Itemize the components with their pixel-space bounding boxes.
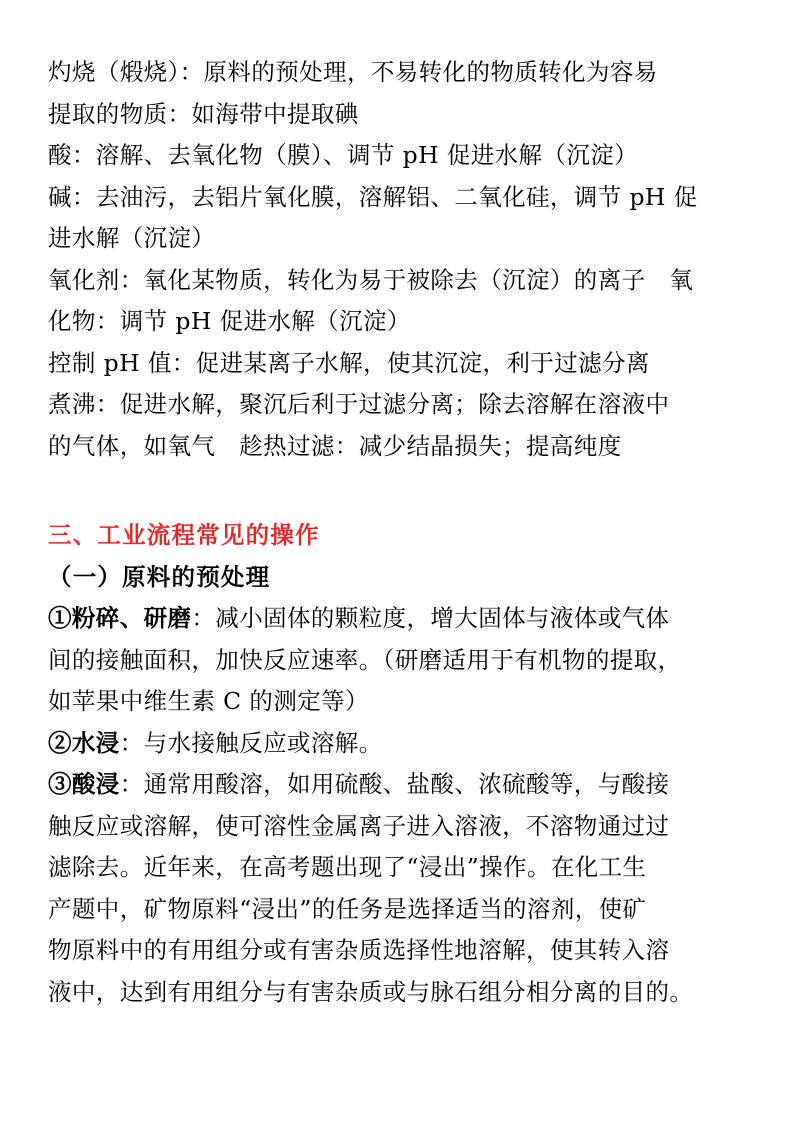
text-line: 提取的物质：如海带中提取碘: [48, 99, 359, 128]
crush-text: ：减小固体的颗粒度，增大固体与液体或气体: [191, 604, 670, 632]
section-heading: 三、工业流程常见的操作: [48, 521, 320, 549]
paragraph-gap: [48, 467, 748, 515]
text-line: 氧化剂：氧化某物质，转化为易于被除去（沉淀）的离子 氧: [48, 265, 694, 294]
text-line: 的气体，如氧气 趁热过滤：减少结晶损失；提高纯度: [48, 431, 622, 460]
acid-term: ③酸浸: [48, 770, 120, 798]
text-line: 间的接触面积，加快反应速率。（研磨适用于有机物的提取，: [48, 645, 682, 674]
text-line: 滤除去。近年来，在高考题出现了“浸出”操作。在化工生: [48, 853, 647, 881]
text-line: 灼烧（煅烧）：原料的预处理，不易转化的物质转化为容易: [48, 58, 658, 86]
text-line: 触反应或溶解，使可溶性金属离子进入溶液，不溶物通过过: [48, 811, 670, 840]
document-page: [48, 52, 748, 1013]
crush-item-line: [48, 598, 748, 640]
water-term: ②水浸: [48, 728, 120, 757]
text-line: 物原料中的有用组分或有害杂质选择性地溶解，使其转入溶: [48, 936, 670, 964]
text-line: 液中，达到有用组分与有害杂质或与脉石组分相分离的目的。: [48, 977, 694, 1006]
text-line: 如苹果中维生素 C 的测定等）: [48, 687, 369, 715]
text-line: 产题中，矿物原料“浸出”的任务是选择适当的溶剂，使矿: [48, 894, 647, 923]
acid-item-line: [48, 764, 748, 806]
acid-text: ：通常用酸溶，如用硫酸、盐酸、浓硫酸等，与酸接: [119, 770, 670, 798]
text-line: 控制 pH 值：促进某离子水解，使其沉淀，利于过滤分离: [48, 348, 650, 377]
text-line: 进水解（沉淀）: [48, 224, 216, 252]
water-text: ：与水接触反应或溶解。: [119, 728, 383, 757]
water-item-line: [48, 723, 748, 765]
text-line: 酸：溶解、去氧化物（膜）、调节 pH 促进水解（沉淀）: [48, 141, 639, 169]
subsection-heading: （一）原料的预处理: [48, 562, 271, 591]
text-line: 化物：调节 pH 促进水解（沉淀）: [48, 307, 411, 335]
text-line: 煮沸：促进水解，聚沉后利于过滤分离；除去溶解在溶液中: [48, 390, 670, 418]
text-line: 碱：去油污，去铝片氧化膜，溶解铝、二氧化硅，调节 pH 促: [48, 182, 698, 211]
crush-term: ①粉碎、研磨: [48, 604, 192, 632]
